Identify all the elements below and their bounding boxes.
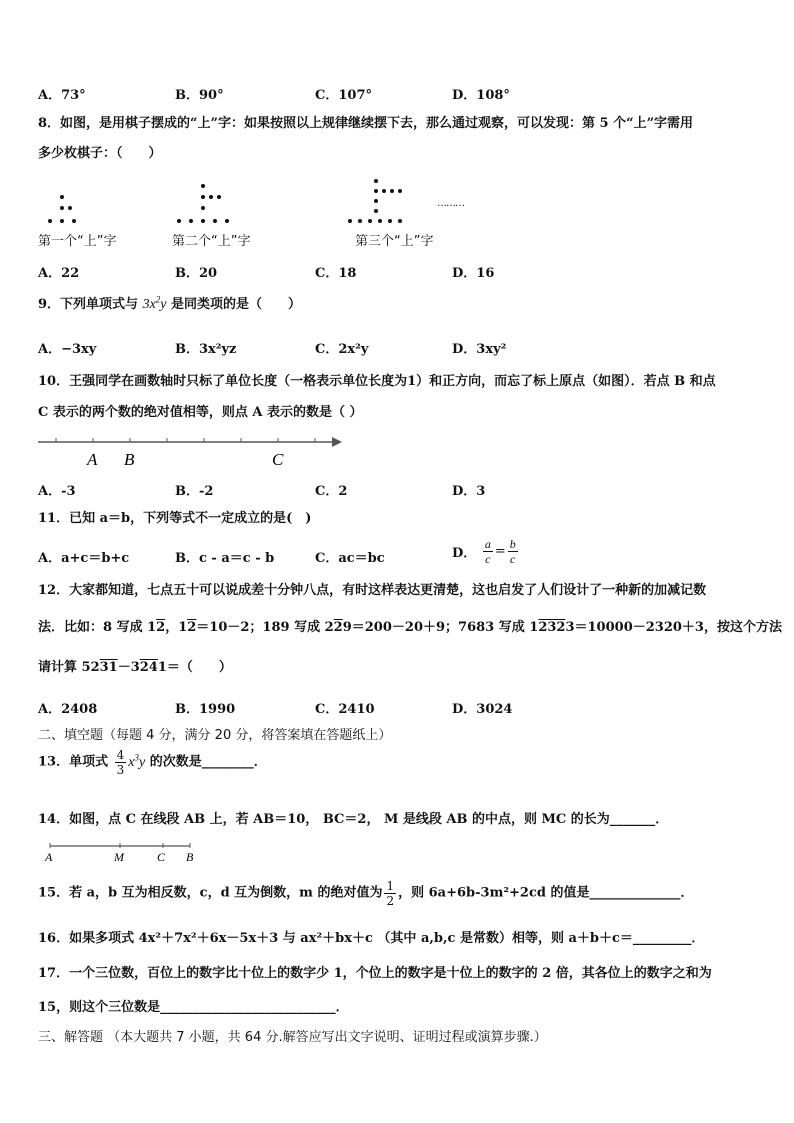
q11-d-right-fraction: $\frac{b}{c}$ (509, 537, 516, 566)
q8-option-b: B．20 (175, 266, 218, 281)
q12-stem-line1: 12．大家都知道，七点五十可以说成差十分钟八点，有时这样表达更清楚，这也启发了人们设计了一种新的加减记数 (38, 583, 707, 598)
q9-option-a: A．−3xy (38, 342, 97, 357)
q14-label-c: C (157, 850, 166, 864)
q16-stem: 16．如果多项式 4x²＋7x²＋6x－5x＋3 与 ax²＋bx＋c （其中 a,b,c 是常数）相等，则 a＋b＋c＝_________． (38, 931, 705, 946)
q9-option-c: C．2x²y (315, 342, 369, 357)
q8-option-c: C．18 (315, 266, 357, 281)
q10-label-c: C (272, 450, 284, 469)
q17-stem-line2: 15，则这个三位数是___________________________． (38, 1000, 349, 1015)
q12-stem-line2: 法．比如：8 写成 12，12＝10－2；189 写成 229＝200－20＋9；7683 写成 12323＝10000－2320＋3，按这个方法 (38, 620, 782, 635)
q14-segment-figure (40, 840, 210, 866)
q9-option-b: B．3x²yz (175, 342, 237, 357)
q10-label-b: B (124, 450, 135, 469)
q11-d-left-fraction: $\frac{a}{c}$ (484, 537, 491, 566)
q10-stem-line2: C 表示的两个数的绝对值相等，则点 A 表示的数是（ ） (38, 405, 363, 420)
q11-option-b: B．c - a＝c - b (175, 551, 275, 566)
q9-stem-suffix: 是同类项的是（ ） (171, 297, 302, 312)
q11-option-a: A．a+c＝b+c (38, 551, 130, 566)
q13-fraction: $\frac{4}{3}$ (116, 748, 125, 777)
q17-stem-line1: 17．一个三位数，百位上的数字比十位上的数字少 1，个位上的数字是十位上的数字的 2 倍，其各位上的数字之和为 (38, 966, 712, 981)
q8-stem-line1: 8．如图，是用棋子摆成的“上”字：如果按照以上规律继续摆下去，那么通过观察，可以发现：第 5 个“上”字需用 (38, 116, 694, 131)
q12-option-b: B．1990 (175, 702, 236, 717)
q11-option-d: D． $\frac{a}{c}$ = $\frac{b}{c}$ (452, 537, 516, 566)
q10-option-a: A．-3 (38, 484, 76, 499)
q8-ellipsis: ……… (437, 198, 464, 209)
q12-option-c: C．2410 (315, 702, 375, 717)
q9-stem (38, 294, 302, 313)
q9-stem-prefix: 9．下列单项式与 (38, 297, 139, 312)
q10-label-a: A (87, 450, 98, 469)
q14-label-b: B (186, 850, 194, 864)
q8-caption-2: 第二个“上”字 (172, 234, 251, 249)
q12-option-a: A．2408 (38, 702, 98, 717)
q10-option-c: C．2 (315, 484, 348, 499)
q7-option-d: D．108° (452, 88, 510, 103)
q12-stem-line3: 请计算 5231－3241＝（ ） (38, 660, 232, 675)
q10-option-d: D．3 (452, 484, 486, 499)
q13-stem: 13．单项式 $\frac{4}{3}$ $x^3y$ 的次数是________． (38, 748, 267, 777)
q8-option-d: D．16 (452, 266, 495, 281)
q9-expression: $3x^2y$ (142, 294, 167, 312)
q11-option-c: C．ac＝bc (315, 551, 385, 566)
q12-option-d: D．3024 (452, 702, 513, 717)
q15-stem: 15．若 a，b 互为相反数，c，d 互为倒数，m 的绝对值为 $\frac{1}{2}$ ，则 6a+6b-3m²+2cd 的值是______________． (38, 879, 694, 908)
q7-option-b: B．90° (175, 88, 224, 103)
q8-caption-1: 第一个“上”字 (38, 234, 117, 249)
q8-option-a: A．22 (38, 266, 80, 281)
q14-stem: 14．如图，点 C 在线段 AB 上，若 AB＝10， BC＝2， M 是线段 AB 的中点，则 MC 的长为_______． (38, 812, 669, 827)
q8-caption-3: 第三个“上”字 (355, 234, 434, 249)
q11-stem: 11．已知 a＝b，下列等式不一定成立的是( ) (38, 511, 312, 526)
q9-option-d: D．3xy² (452, 342, 507, 357)
q7-option-a: A．73° (38, 88, 86, 103)
q10-number-line (36, 432, 346, 472)
section-fill-in-title: 二、填空题（每题 4 分，满分 20 分，将答案填在答题纸上） (38, 728, 392, 743)
q8-stem-line2: 多少枚棋子：（ ） (38, 146, 162, 161)
q10-stem-line1: 10．王强同学在画数轴时只标了单位长度（一格表示单位长度为1）和正方向，而忘了标上原点（如图）．若点 B 和点 (38, 374, 716, 389)
q15-fraction: $\frac{1}{2}$ (386, 879, 395, 908)
q14-label-m: M (114, 850, 124, 864)
q14-label-a: A (45, 850, 53, 864)
q10-option-b: B．-2 (175, 484, 214, 499)
q7-option-c: C．107° (315, 88, 372, 103)
section-solutions-title: 三、解答题 （本大题共 7 小题，共 64 分.解答应写出文字说明、证明过程或演算步骤.） (38, 1030, 547, 1045)
